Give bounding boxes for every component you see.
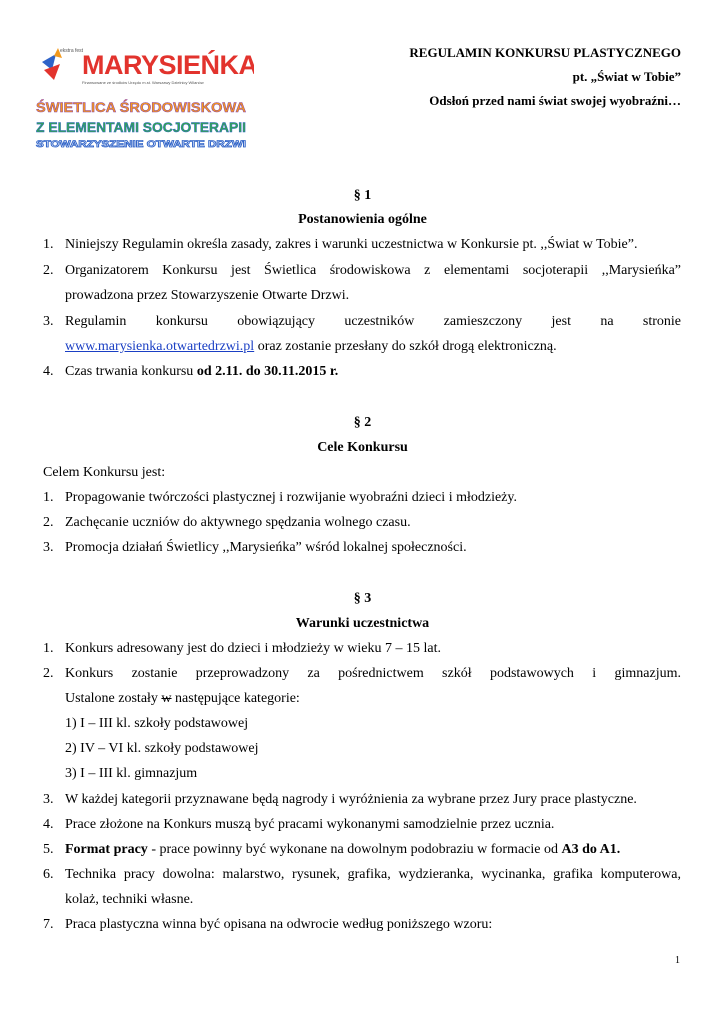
list-item: Konkurs adresowany jest do dzieci i młodzieży w wieku 7 – 15 lat. bbox=[65, 641, 441, 656]
category-item: 3) I – III kl. gimnazjum bbox=[65, 766, 198, 781]
list-number: 3. bbox=[43, 540, 54, 555]
contest-dates: od 2.11. do 30.11.2015 r. bbox=[196, 364, 339, 379]
list-item bbox=[65, 364, 681, 380]
list-item: Promocja działań Świetlicy ,,Marysieńka” wśród lokalnej społeczności. bbox=[65, 540, 467, 555]
logo-tagline: Finansowane ze środków Urzędu m.st. Warszawy Dzielnicy Wilanów bbox=[82, 80, 204, 85]
document-motto: Odsłoń przed nami świat swojej wyobraźni… bbox=[429, 93, 681, 108]
list-number: 1. bbox=[43, 641, 54, 656]
list-item: Technika pracy dowolna: malarstwo, rysunek, grafika, wydzieranka, wycinanka, grafika komputerowa, bbox=[65, 867, 681, 882]
list-item-continuation bbox=[65, 339, 681, 355]
list-item-text: - prace powinny być wykonane na dowolnym podobraziu w formacie od bbox=[147, 842, 562, 857]
list-item: Praca plastyczna winna być opisana na odwrocie według poniższego wzoru: bbox=[65, 917, 493, 932]
logo-brand: MARYSIEŃKA bbox=[82, 50, 254, 80]
list-item: Regulamin konkursu obowiązujący uczestników zamieszczony jest na stronie bbox=[65, 314, 681, 329]
list-item-continuation: prowadzona przez Stowarzyszenie Otwarte Drzwi. bbox=[65, 288, 350, 303]
list-number: 2. bbox=[43, 666, 54, 681]
list-item: Zachęcanie uczniów do aktywnego spędzania wolnego czasu. bbox=[65, 515, 411, 530]
list-item-text: następujące kategorie: bbox=[171, 691, 300, 706]
list-item-continuation bbox=[65, 691, 681, 707]
format-range: A3 do A1. bbox=[561, 842, 621, 857]
struck-word: w bbox=[161, 691, 172, 706]
section-2-intro: Celem Konkursu jest: bbox=[43, 465, 166, 480]
section-1-title: Postanowienia ogólne bbox=[298, 212, 427, 227]
list-number: 2. bbox=[43, 515, 54, 530]
category-item: 2) IV – VI kl. szkoły podstawowej bbox=[65, 741, 259, 756]
list-item-text: Czas trwania konkursu bbox=[65, 364, 197, 379]
list-number: 7. bbox=[43, 917, 54, 932]
list-number: 1. bbox=[43, 237, 54, 252]
list-item: Organizatorem Konkursu jest Świetlica środowiskowa z elementami socjoterapii ,,Marysieńka” bbox=[65, 263, 681, 278]
list-item: Prace złożone na Konkurs muszą być pracami wykonanymi samodzielnie przez ucznia. bbox=[65, 817, 555, 832]
list-item-text: Ustalone zostały bbox=[65, 691, 162, 706]
organization-logo bbox=[34, 40, 254, 155]
list-number: 4. bbox=[43, 817, 54, 832]
list-item bbox=[65, 842, 681, 858]
list-number: 3. bbox=[43, 314, 54, 329]
logo-graphic bbox=[34, 40, 254, 155]
list-number: 1. bbox=[43, 490, 54, 505]
logo-line-1: ŚWIETLICA ŚRODOWISKOWA bbox=[36, 99, 238, 115]
format-label: Format pracy bbox=[65, 842, 148, 857]
section-3-number: § 3 bbox=[353, 591, 372, 606]
section-3-title: Warunki uczestnictwa bbox=[295, 616, 430, 631]
logo-line-2: Z ELEMENTAMI SOCJOTERAPII bbox=[36, 119, 246, 135]
list-item: W każdej kategorii przyznawane będą nagrody i wyróżnienia za wybrane przez Jury prace plastyczne. bbox=[65, 792, 637, 807]
list-item-text: oraz zostanie przesłany do szkół drogą elektroniczną. bbox=[254, 339, 557, 354]
category-item: 1) I – III kl. szkoły podstawowej bbox=[65, 716, 249, 731]
logo-line-3: STOWARZYSZENIE OTWARTE DRZWI bbox=[36, 139, 246, 149]
document-title: REGULAMIN KONKURSU PLASTYCZNEGO bbox=[409, 45, 681, 60]
list-number: 4. bbox=[43, 364, 54, 379]
list-number: 2. bbox=[43, 263, 54, 278]
section-2-title: Cele Konkursu bbox=[317, 440, 408, 455]
website-link[interactable]: www.marysienka.otwartedrzwi.pl bbox=[65, 339, 255, 354]
list-item: Niniejszy Regulamin określa zasady, zakres i warunki uczestnictwa w Konkursie pt. ,,Świat w Tobie”. bbox=[65, 237, 638, 252]
list-item: Konkurs zostanie przeprowadzony za pośrednictwem szkół podstawowych i gimnazjum. bbox=[65, 666, 681, 681]
section-1-number: § 1 bbox=[353, 188, 372, 203]
list-number: 5. bbox=[43, 842, 54, 857]
list-item: Propagowanie twórczości plastycznej i rozwijanie wyobraźni dzieci i młodzieży. bbox=[65, 490, 517, 505]
section-2-number: § 2 bbox=[353, 415, 372, 430]
page-number: 1 bbox=[675, 955, 680, 966]
list-number: 6. bbox=[43, 867, 54, 882]
list-number: 3. bbox=[43, 792, 54, 807]
document-subtitle: pt. „Świat w Tobie” bbox=[572, 69, 681, 84]
list-item-continuation: kolaż, techniki własne. bbox=[65, 892, 194, 907]
logo-small-text: ekstra fest bbox=[60, 48, 84, 54]
figure-emblem-icon bbox=[42, 48, 62, 80]
